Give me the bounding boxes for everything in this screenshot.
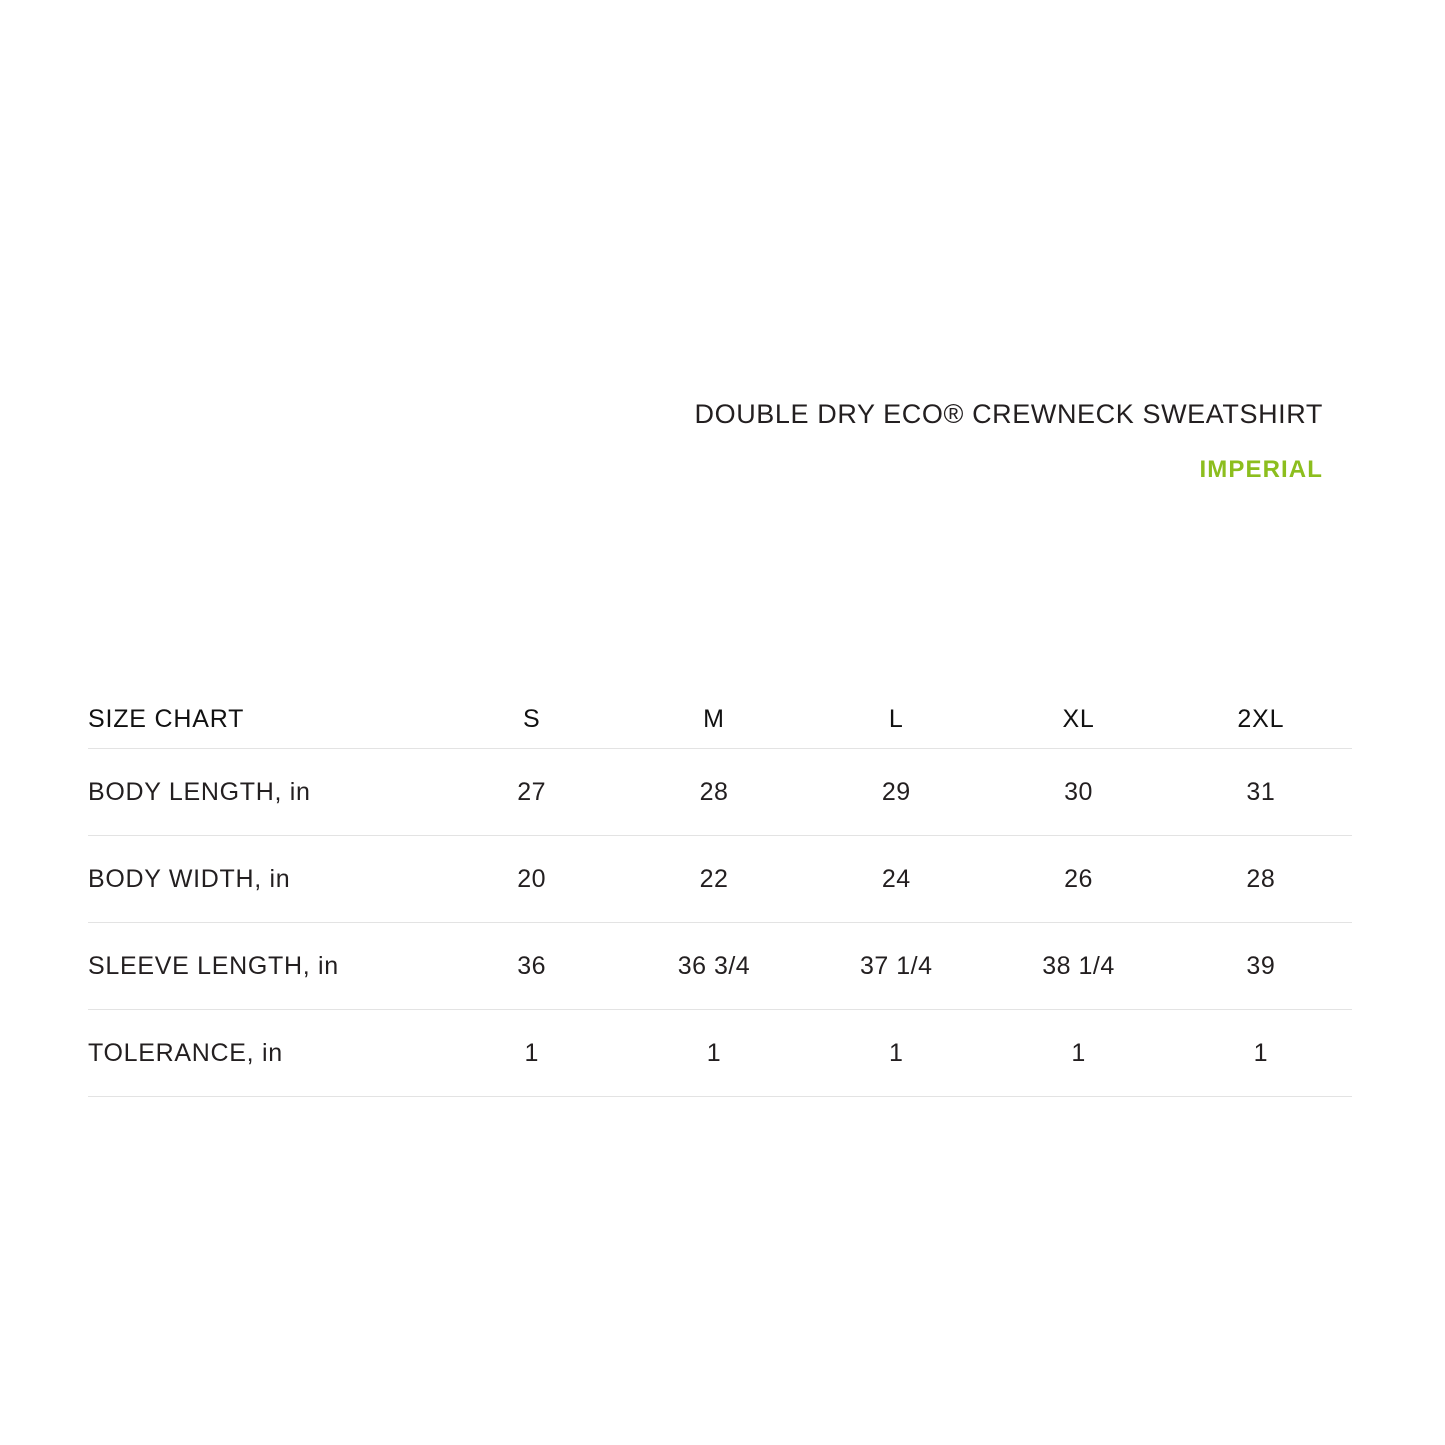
column-header-m: M — [703, 704, 725, 733]
cell-body-length-xl: 30 — [1064, 777, 1093, 806]
cell-tolerance-l: 1 — [889, 1038, 904, 1067]
cell-sleeve-length-s: 36 — [517, 951, 547, 980]
column-header-l: L — [888, 704, 904, 733]
size-chart-table — [88, 690, 1352, 1097]
cell-body-width-l: 24 — [881, 864, 911, 893]
column-header-xl: XL — [1062, 704, 1095, 733]
table-row — [88, 836, 1352, 923]
size-chart-table-wrapper — [88, 690, 1352, 1097]
table-row — [88, 1010, 1352, 1097]
cell-body-width-s: 20 — [517, 864, 547, 893]
table-header — [88, 690, 1352, 749]
table-header-row — [88, 690, 1352, 749]
row-label-sleeve-length: SLEEVE LENGTH, in — [88, 951, 339, 980]
page-title: DOUBLE DRY ECO® CREWNECK SWEATSHIRT — [694, 399, 1323, 429]
row-label-tolerance: TOLERANCE, in — [88, 1038, 283, 1067]
unit-system-label: IMPERIAL — [1199, 456, 1323, 484]
row-label-body-width: BODY WIDTH, in — [88, 864, 291, 893]
cell-body-width-xl: 26 — [1064, 864, 1093, 893]
cell-tolerance-m: 1 — [706, 1038, 722, 1067]
cell-tolerance-s: 1 — [524, 1038, 539, 1067]
cell-tolerance-2xl: 1 — [1253, 1038, 1269, 1067]
document-header — [695, 398, 1324, 484]
row-label-body-length: BODY LENGTH, in — [88, 777, 311, 806]
cell-body-width-m: 22 — [699, 864, 729, 893]
table-body — [88, 749, 1352, 1097]
cell-body-width-2xl: 28 — [1246, 864, 1276, 893]
table-row — [88, 923, 1352, 1010]
cell-body-length-m: 28 — [699, 777, 729, 806]
cell-body-length-l: 29 — [881, 777, 911, 806]
cell-sleeve-length-l: 37 1/4 — [859, 951, 933, 980]
cell-body-length-2xl: 31 — [1246, 777, 1276, 806]
cell-sleeve-length-xl: 38 1/4 — [1042, 951, 1115, 980]
column-header-s: S — [522, 704, 541, 733]
table-row — [88, 749, 1352, 836]
cell-sleeve-length-2xl: 39 — [1246, 951, 1276, 980]
cell-tolerance-xl: 1 — [1071, 1038, 1086, 1067]
cell-body-length-s: 27 — [517, 777, 547, 806]
column-header-2xl: 2XL — [1237, 704, 1285, 733]
cell-sleeve-length-m: 36 3/4 — [677, 951, 751, 980]
size-chart-heading: SIZE CHART — [88, 704, 245, 733]
